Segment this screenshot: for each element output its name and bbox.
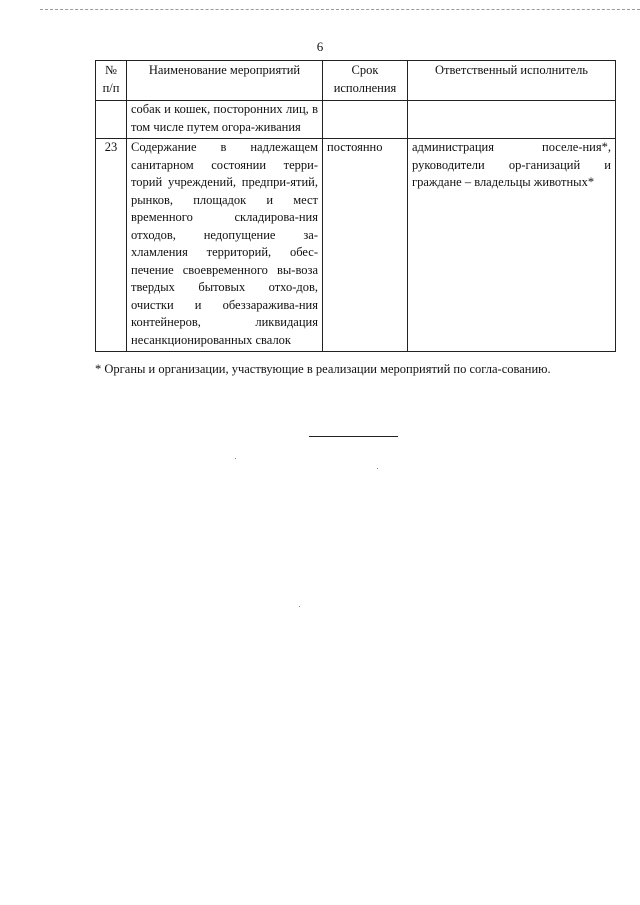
row-num: 23 [96,139,127,352]
row-responsible [408,101,616,139]
row-measure-name: Содержание в надлежащем санитарном состоянии терри-торий учреждений, предпри-ятий, рынков, площадок и мест временного складирова-ния отходов, недопущение за-хламления территорий, обес-печение своевременного вы-воза твердых бытовых отхо-дов, очистки и обеззаражива-ния контейнеров, ликвидация несанкционированных свалок [127,139,323,352]
row-deadline [323,101,408,139]
table-row [96,101,616,139]
header-responsible: Ответственный исполнитель [408,61,616,101]
measures-table [95,60,616,352]
scan-speck [235,458,236,459]
row-measure-name: собак и кошек, посторонних лиц, в том числе путем огора-живания [127,101,323,139]
row-responsible: администрация поселе-ния*, руководители ор-ганизаций и граждане – владельцы животных* [408,139,616,352]
end-of-document-line [309,436,398,437]
header-num: № п/п [96,61,127,101]
scan-edge-line [40,9,640,10]
header-deadline: Срок исполнения [323,61,408,101]
scan-speck [377,468,378,469]
row-deadline: постоянно [323,139,408,352]
header-name: Наименование мероприятий [127,61,323,101]
footnote: * Органы и организации, участвующие в реализации мероприятий по согла-сованию. [95,362,551,376]
table-header-row [96,61,616,101]
row-num [96,101,127,139]
table-row [96,139,616,352]
page-number: 6 [316,39,324,54]
scan-speck [299,606,300,607]
